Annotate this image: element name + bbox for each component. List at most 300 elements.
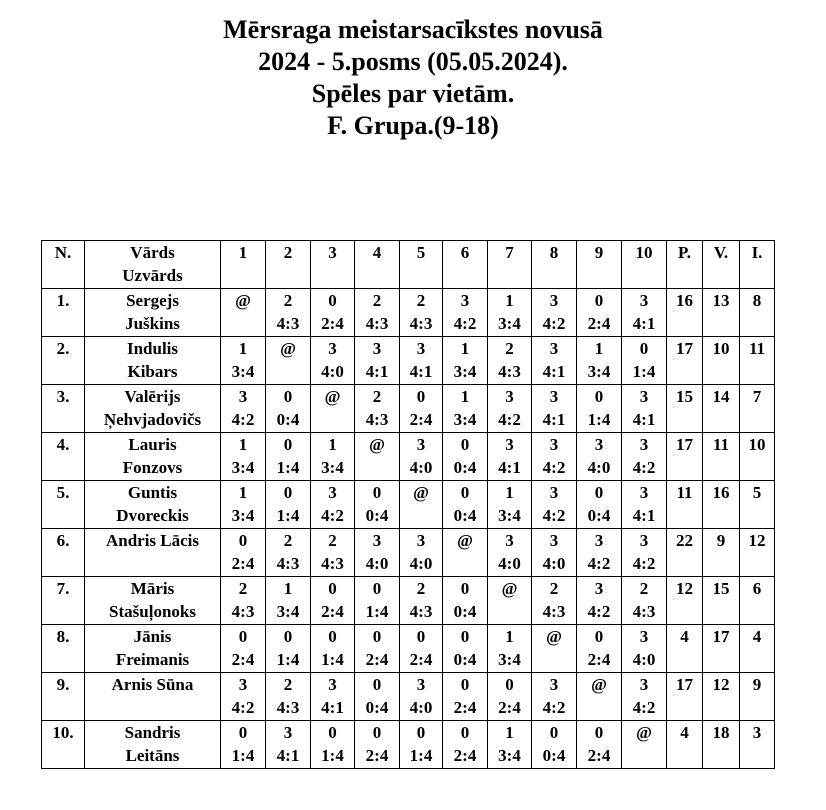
result-points: 1 bbox=[328, 435, 337, 454]
result-cell bbox=[311, 529, 355, 577]
result-score bbox=[221, 312, 265, 335]
result-points: 3 bbox=[594, 435, 604, 454]
row-number: 9. bbox=[42, 673, 85, 721]
player-name bbox=[85, 625, 221, 673]
result-points: @ bbox=[235, 291, 251, 310]
total-v: 18 bbox=[703, 721, 740, 769]
result-cell bbox=[443, 625, 488, 673]
result-points: 3 bbox=[549, 291, 559, 310]
result-score bbox=[400, 504, 442, 527]
result-score: 4:0 bbox=[498, 554, 521, 573]
result-score: 4:0 bbox=[632, 650, 656, 669]
header-col-7: 7 bbox=[488, 241, 532, 289]
result-score: 3:4 bbox=[587, 362, 611, 381]
result-cell bbox=[221, 625, 266, 673]
row-number: 2. bbox=[42, 337, 85, 385]
result-points: 2 bbox=[238, 579, 248, 598]
result-cell bbox=[400, 289, 443, 337]
result-points: 0 bbox=[594, 627, 604, 646]
result-cell bbox=[443, 577, 488, 625]
result-score: 0:4 bbox=[453, 650, 477, 669]
result-points: 3 bbox=[639, 387, 649, 406]
result-score: 4:3 bbox=[321, 554, 344, 573]
result-points: 0 bbox=[328, 723, 337, 742]
result-cell bbox=[311, 673, 355, 721]
result-cell bbox=[532, 433, 577, 481]
result-score: 4:3 bbox=[632, 602, 656, 621]
player-last-name: Freimanis bbox=[115, 650, 190, 669]
header-p: P. bbox=[667, 241, 703, 289]
row-number: 7. bbox=[42, 577, 85, 625]
result-score: 3:4 bbox=[231, 362, 255, 381]
header-col-3: 3 bbox=[311, 241, 355, 289]
result-cell bbox=[311, 337, 355, 385]
result-points: 0 bbox=[372, 675, 382, 694]
result-cell bbox=[577, 673, 622, 721]
result-score bbox=[443, 552, 487, 575]
result-cell bbox=[355, 385, 400, 433]
result-points: 0 bbox=[594, 723, 604, 742]
result-cell bbox=[400, 481, 443, 529]
result-points: 3 bbox=[238, 387, 248, 406]
player-last-name: Fonzovs bbox=[122, 458, 183, 477]
result-score: 1:4 bbox=[632, 362, 656, 381]
result-score: 4:2 bbox=[453, 314, 477, 333]
result-score: 4:0 bbox=[409, 554, 433, 573]
result-points: 2 bbox=[283, 291, 293, 310]
result-cell bbox=[355, 433, 400, 481]
result-score: 0:4 bbox=[365, 506, 389, 525]
result-cell bbox=[488, 721, 532, 769]
header-col-2: 2 bbox=[266, 241, 311, 289]
result-points: 0 bbox=[372, 579, 382, 598]
result-score: 0:4 bbox=[365, 698, 389, 717]
result-cell bbox=[622, 721, 667, 769]
player-name bbox=[85, 289, 221, 337]
total-v: 12 bbox=[703, 673, 740, 721]
result-points: 2 bbox=[639, 579, 649, 598]
result-cell bbox=[488, 673, 532, 721]
header-col-1: 1 bbox=[221, 241, 266, 289]
result-score: 2:4 bbox=[365, 746, 389, 765]
player-name bbox=[85, 481, 221, 529]
result-score: 1:4 bbox=[321, 650, 344, 669]
result-cell bbox=[622, 673, 667, 721]
player-first-name: Sandris bbox=[124, 723, 181, 742]
result-cell bbox=[622, 433, 667, 481]
player-first-name: Arnis Sūna bbox=[111, 675, 194, 694]
title-line-4: F. Grupa.(9-18) bbox=[327, 111, 499, 140]
result-cell bbox=[221, 721, 266, 769]
header-row bbox=[42, 241, 775, 289]
result-points: 2 bbox=[328, 531, 337, 550]
table-row bbox=[42, 721, 775, 769]
result-points: 0 bbox=[416, 723, 426, 742]
result-cell bbox=[577, 625, 622, 673]
result-points: 3 bbox=[460, 291, 470, 310]
result-score: 2:4 bbox=[321, 314, 344, 333]
row-number: 10. bbox=[42, 721, 85, 769]
result-cell bbox=[311, 721, 355, 769]
result-score: 1:4 bbox=[321, 746, 344, 765]
result-points: 3 bbox=[639, 531, 649, 550]
result-score: 2:4 bbox=[365, 650, 389, 669]
result-score: 3:4 bbox=[453, 362, 477, 381]
table-row bbox=[42, 673, 775, 721]
result-points: 3 bbox=[549, 435, 559, 454]
total-p: 22 bbox=[667, 529, 703, 577]
result-score: 4:3 bbox=[231, 602, 255, 621]
result-points: 0 bbox=[460, 435, 470, 454]
result-score: 1:4 bbox=[231, 746, 255, 765]
total-i: 7 bbox=[740, 385, 775, 433]
result-score: 1:4 bbox=[409, 746, 433, 765]
result-cell bbox=[221, 385, 266, 433]
result-points: @ bbox=[324, 387, 341, 406]
player-name bbox=[85, 433, 221, 481]
result-points: 0 bbox=[283, 435, 293, 454]
result-score: 4:1 bbox=[632, 314, 656, 333]
result-score: 4:1 bbox=[542, 362, 566, 381]
results-table bbox=[41, 240, 775, 769]
result-points: 1 bbox=[238, 483, 248, 502]
result-cell bbox=[622, 625, 667, 673]
result-cell bbox=[488, 289, 532, 337]
result-cell bbox=[532, 481, 577, 529]
result-points: 1 bbox=[283, 579, 293, 598]
result-points: 3 bbox=[639, 627, 649, 646]
result-points: 2 bbox=[372, 291, 382, 310]
total-p: 17 bbox=[667, 433, 703, 481]
result-points: 0 bbox=[238, 627, 248, 646]
result-cell bbox=[221, 289, 266, 337]
result-points: 3 bbox=[505, 435, 514, 454]
header-v: V. bbox=[703, 241, 740, 289]
result-points: 3 bbox=[549, 531, 559, 550]
result-points: 3 bbox=[639, 291, 649, 310]
header-name bbox=[85, 241, 221, 289]
header-i: I. bbox=[740, 241, 775, 289]
result-score: 4:3 bbox=[276, 554, 300, 573]
player-first-name: Indulis bbox=[126, 339, 179, 358]
result-points: 0 bbox=[639, 339, 649, 358]
result-score: 3:4 bbox=[453, 410, 477, 429]
result-score: 4:1 bbox=[542, 410, 566, 429]
result-points: 3 bbox=[594, 531, 604, 550]
table-row bbox=[42, 577, 775, 625]
result-cell bbox=[355, 481, 400, 529]
player-first-name: Sergejs bbox=[126, 291, 179, 310]
result-cell bbox=[622, 529, 667, 577]
result-points: 1 bbox=[238, 435, 248, 454]
result-score: 3:4 bbox=[276, 602, 300, 621]
result-score: 0:4 bbox=[276, 410, 300, 429]
result-points: 0 bbox=[549, 723, 559, 742]
result-points: 3 bbox=[505, 387, 514, 406]
result-points: 2 bbox=[505, 339, 514, 358]
result-cell bbox=[622, 385, 667, 433]
total-v: 14 bbox=[703, 385, 740, 433]
result-score: 4:1 bbox=[498, 458, 521, 477]
result-cell bbox=[400, 625, 443, 673]
row-number: 1. bbox=[42, 289, 85, 337]
result-cell bbox=[400, 529, 443, 577]
header-col-10: 10 bbox=[622, 241, 667, 289]
result-cell bbox=[443, 721, 488, 769]
result-score: 0:4 bbox=[453, 506, 477, 525]
result-score: 2:4 bbox=[231, 650, 255, 669]
total-p: 4 bbox=[667, 721, 703, 769]
result-cell bbox=[311, 577, 355, 625]
result-cell bbox=[532, 721, 577, 769]
result-score: 4:0 bbox=[409, 698, 433, 717]
result-cell bbox=[266, 481, 311, 529]
result-score: 0:4 bbox=[453, 458, 477, 477]
result-cell bbox=[443, 337, 488, 385]
player-name bbox=[85, 721, 221, 769]
result-score: 4:0 bbox=[542, 554, 566, 573]
total-p: 4 bbox=[667, 625, 703, 673]
total-i: 5 bbox=[740, 481, 775, 529]
result-cell bbox=[266, 721, 311, 769]
table-row bbox=[42, 385, 775, 433]
result-points: 0 bbox=[594, 387, 604, 406]
player-last-name: Juškins bbox=[125, 314, 180, 333]
header-col-5: 5 bbox=[400, 241, 443, 289]
result-points: 2 bbox=[416, 579, 426, 598]
result-score bbox=[622, 744, 666, 767]
result-score: 4:1 bbox=[632, 506, 656, 525]
header-col-4: 4 bbox=[355, 241, 400, 289]
result-cell bbox=[266, 433, 311, 481]
result-cell bbox=[400, 433, 443, 481]
title-line-2: 2024 - 5.posms (05.05.2024). bbox=[258, 47, 568, 76]
result-score: 3:4 bbox=[231, 506, 255, 525]
result-points: 3 bbox=[328, 483, 337, 502]
result-points: 3 bbox=[416, 435, 426, 454]
result-cell bbox=[355, 673, 400, 721]
result-score: 4:2 bbox=[587, 602, 611, 621]
result-cell bbox=[443, 433, 488, 481]
result-points: 3 bbox=[416, 675, 426, 694]
result-score: 4:3 bbox=[276, 314, 300, 333]
result-points: 3 bbox=[372, 531, 382, 550]
result-cell bbox=[400, 721, 443, 769]
player-first-name: Guntis bbox=[127, 483, 178, 502]
result-points: 1 bbox=[460, 387, 470, 406]
title-line-3: Spēles par vietām. bbox=[311, 79, 515, 108]
result-score: 2:4 bbox=[409, 650, 433, 669]
result-score: 1:4 bbox=[365, 602, 389, 621]
result-score: 1:4 bbox=[587, 410, 611, 429]
result-points: 1 bbox=[505, 291, 514, 310]
result-score: 4:2 bbox=[632, 458, 656, 477]
result-score: 4:0 bbox=[321, 362, 344, 381]
result-cell bbox=[311, 481, 355, 529]
total-v: 10 bbox=[703, 337, 740, 385]
result-score: 3:4 bbox=[498, 506, 521, 525]
result-score: 4:1 bbox=[365, 362, 389, 381]
result-cell bbox=[355, 337, 400, 385]
total-p: 17 bbox=[667, 673, 703, 721]
result-points: 3 bbox=[416, 531, 426, 550]
result-points: @ bbox=[546, 627, 562, 646]
row-number: 8. bbox=[42, 625, 85, 673]
result-score: 1:4 bbox=[276, 650, 300, 669]
player-name bbox=[85, 673, 221, 721]
result-points: 3 bbox=[549, 339, 559, 358]
result-cell bbox=[221, 529, 266, 577]
result-score: 4:1 bbox=[632, 410, 656, 429]
table-row bbox=[42, 625, 775, 673]
total-i: 12 bbox=[740, 529, 775, 577]
result-score: 4:0 bbox=[587, 458, 611, 477]
result-points: 0 bbox=[594, 483, 604, 502]
result-cell bbox=[532, 385, 577, 433]
title-line-1: Mērsraga meistarsacīkstes novusā bbox=[223, 15, 603, 44]
player-last-name: Leitāns bbox=[125, 746, 180, 765]
total-i: 3 bbox=[740, 721, 775, 769]
result-cell bbox=[221, 577, 266, 625]
result-cell bbox=[221, 433, 266, 481]
result-score: 4:2 bbox=[587, 554, 611, 573]
result-points: 3 bbox=[372, 339, 382, 358]
result-cell bbox=[266, 385, 311, 433]
result-cell bbox=[443, 673, 488, 721]
result-points: 0 bbox=[283, 483, 293, 502]
result-cell bbox=[622, 337, 667, 385]
result-cell bbox=[355, 577, 400, 625]
result-cell bbox=[488, 481, 532, 529]
result-score: 4:2 bbox=[498, 410, 521, 429]
result-cell bbox=[577, 337, 622, 385]
total-i: 9 bbox=[740, 673, 775, 721]
player-first-name: Jānis bbox=[133, 627, 172, 646]
result-score bbox=[355, 456, 399, 479]
result-points: 1 bbox=[460, 339, 470, 358]
result-cell bbox=[266, 625, 311, 673]
result-points: 0 bbox=[328, 291, 337, 310]
result-cell bbox=[488, 577, 532, 625]
result-score: 3:4 bbox=[498, 650, 521, 669]
result-cell bbox=[311, 625, 355, 673]
player-name bbox=[85, 529, 221, 577]
result-points: 3 bbox=[639, 483, 649, 502]
result-score bbox=[577, 696, 621, 719]
result-score: 0:4 bbox=[587, 506, 611, 525]
result-cell bbox=[622, 577, 667, 625]
result-score: 2:4 bbox=[409, 410, 433, 429]
result-cell bbox=[532, 673, 577, 721]
total-v: 17 bbox=[703, 625, 740, 673]
result-cell bbox=[532, 289, 577, 337]
header-name-line2: Uzvārds bbox=[122, 266, 183, 285]
result-cell bbox=[532, 625, 577, 673]
player-first-name: Andris Lācis bbox=[105, 531, 200, 550]
player-first-name: Lauris bbox=[128, 435, 177, 454]
result-score: 4:2 bbox=[231, 410, 255, 429]
result-points: 0 bbox=[283, 627, 293, 646]
row-number: 5. bbox=[42, 481, 85, 529]
result-score: 4:3 bbox=[276, 698, 300, 717]
result-points: 0 bbox=[505, 675, 514, 694]
result-cell bbox=[443, 481, 488, 529]
result-cell bbox=[488, 625, 532, 673]
player-first-name: Māris bbox=[130, 579, 175, 598]
header-col-9: 9 bbox=[577, 241, 622, 289]
player-last-name: Kibars bbox=[127, 362, 178, 381]
result-score: 3:4 bbox=[498, 746, 521, 765]
total-i: 10 bbox=[740, 433, 775, 481]
table-row bbox=[42, 433, 775, 481]
result-points: 0 bbox=[416, 627, 426, 646]
table-row bbox=[42, 481, 775, 529]
result-points: @ bbox=[369, 435, 385, 454]
result-score: 2:4 bbox=[587, 650, 611, 669]
result-cell bbox=[355, 721, 400, 769]
result-cell bbox=[266, 289, 311, 337]
result-points: 3 bbox=[328, 675, 337, 694]
result-score: 3:4 bbox=[321, 458, 344, 477]
result-score: 4:2 bbox=[632, 698, 656, 717]
result-cell bbox=[443, 289, 488, 337]
player-name bbox=[85, 577, 221, 625]
result-score: 3:4 bbox=[498, 314, 521, 333]
result-cell bbox=[311, 385, 355, 433]
result-cell bbox=[622, 289, 667, 337]
result-cell bbox=[488, 337, 532, 385]
table-row bbox=[42, 337, 775, 385]
result-points: @ bbox=[636, 723, 652, 742]
header-col-8: 8 bbox=[532, 241, 577, 289]
result-points: 0 bbox=[372, 723, 382, 742]
result-cell bbox=[400, 337, 443, 385]
result-score: 4:2 bbox=[542, 458, 566, 477]
result-score: 4:0 bbox=[365, 554, 389, 573]
result-cell bbox=[488, 433, 532, 481]
result-cell bbox=[266, 529, 311, 577]
player-first-name: Valērijs bbox=[124, 387, 181, 406]
table-row bbox=[42, 529, 775, 577]
result-cell bbox=[577, 529, 622, 577]
total-v: 11 bbox=[703, 433, 740, 481]
result-cell bbox=[400, 385, 443, 433]
result-points: 0 bbox=[416, 387, 426, 406]
result-cell bbox=[532, 337, 577, 385]
result-score bbox=[488, 600, 531, 623]
result-score: 4:2 bbox=[632, 554, 656, 573]
result-score: 4:3 bbox=[365, 314, 389, 333]
result-points: 0 bbox=[460, 723, 470, 742]
result-points: 0 bbox=[328, 579, 337, 598]
result-cell bbox=[266, 673, 311, 721]
total-p: 11 bbox=[667, 481, 703, 529]
total-p: 16 bbox=[667, 289, 703, 337]
result-cell bbox=[443, 385, 488, 433]
total-v: 9 bbox=[703, 529, 740, 577]
result-cell bbox=[311, 289, 355, 337]
result-points: 1 bbox=[505, 627, 514, 646]
total-v: 16 bbox=[703, 481, 740, 529]
result-score bbox=[266, 360, 310, 383]
result-score: 4:1 bbox=[321, 698, 344, 717]
total-p: 12 bbox=[667, 577, 703, 625]
page-title bbox=[0, 14, 826, 142]
result-points: 3 bbox=[639, 675, 649, 694]
row-number: 6. bbox=[42, 529, 85, 577]
result-points: @ bbox=[457, 531, 473, 550]
result-points: 2 bbox=[549, 579, 559, 598]
